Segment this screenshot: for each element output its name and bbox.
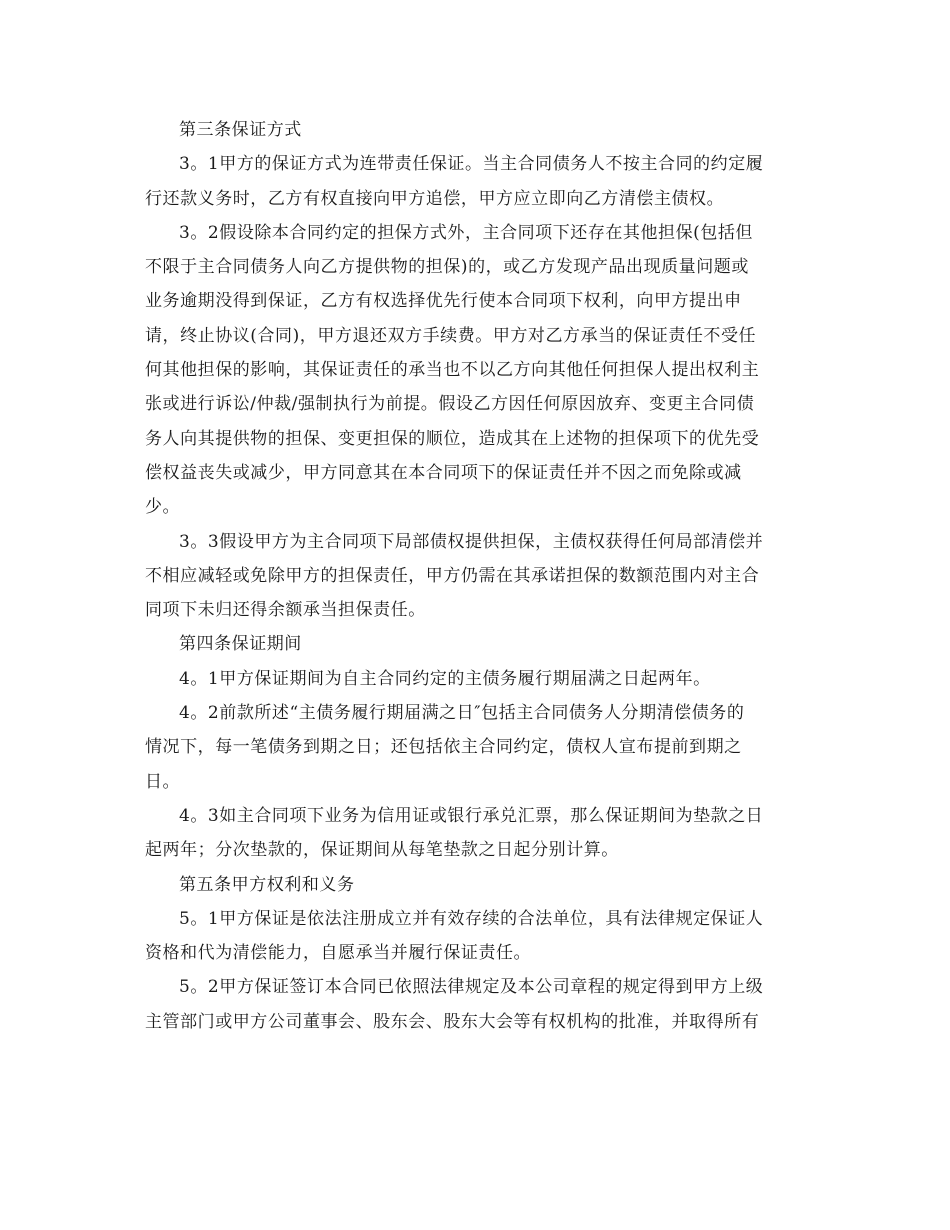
- text-line: 不限于主合同债务人向乙方提供物的担保)的，或乙方发现产品出现质量问题或: [145, 257, 749, 278]
- text-line: 4。3如主合同项下业务为信用证或银行承兑汇票，那么保证期间为垫款之日: [179, 805, 764, 826]
- text-line: 4。1甲方保证期间为自主合同约定的主债务履行期届满之日起两年。: [179, 668, 711, 689]
- text-line: 何其他担保的影响，其保证责任的承当也不以乙方向其他任何担保人提出权利主: [145, 360, 760, 381]
- text-line: 偿权益丧失或减少，甲方同意其在本合同项下的保证责任并不因之而免除或减: [145, 462, 742, 483]
- text-line: 不相应减轻或免除甲方的担保责任，甲方仍需在其承诺担保的数额范围内对主合: [145, 565, 760, 586]
- text-line: 3。2假设除本合同约定的担保方式外，主合同项下还存在其他担保(包括但: [179, 222, 753, 243]
- text-line: 同项下未归还得余额承当担保责任。: [145, 600, 426, 621]
- text-line: 3。1甲方的保证方式为连带责任保证。当主合同债务人不按主合同的约定履: [179, 154, 764, 175]
- text-line: 第三条保证方式: [179, 120, 302, 140]
- text-line: 资格和代为清偿能力，自愿承当并履行保证责任。: [145, 943, 532, 964]
- text-line: 请，终止协议(合同)，甲方退还双方手续费。甲方对乙方承当的保证责任不受任: [145, 325, 757, 346]
- text-line: 第四条保证期间: [179, 634, 302, 655]
- text-line: 4。2前款所述“主债务履行期届满之日″包括主合同债务人分期清偿债务的: [179, 703, 745, 724]
- text-line: 业务逾期没得到保证，乙方有权选择优先行使本合同项下权利，向甲方提出申: [145, 291, 742, 312]
- text-line: 起两年；分次垫款的，保证期间从每笔垫款之日起分别计算。: [145, 840, 619, 861]
- text-line: 3。3假设甲方为主合同项下局部债权提供担保，主债权获得任何局部清偿并: [179, 531, 764, 552]
- text-line: 行还款义务时，乙方有权直接向甲方追偿，甲方应立即向乙方清偿主债权。: [145, 188, 725, 209]
- text-line: 少。: [145, 497, 181, 518]
- text-line: 5。1甲方保证是依法注册成立并有效存续的合法单位，具有法律规定保证人: [179, 908, 764, 929]
- text-line: 5。2甲方保证签订本合同已依照法律规定及本公司章程的规定得到甲方上级: [179, 977, 764, 998]
- text-line: 务人向其提供物的担保、变更担保的顺位，造成其在上述物的担保项下的优先受: [145, 428, 760, 449]
- document-page: [145, 113, 805, 1039]
- text-line: 主管部门或甲方公司董事会、股东会、股东大会等有权机构的批准，并取得所有: [145, 1011, 760, 1032]
- text-line: 张或进行诉讼/仲裁/强制执行为前提。假设乙方因任何原因放弃、变更主合同债: [145, 394, 755, 415]
- text-line: 第五条甲方权利和义务: [179, 874, 355, 895]
- text-line: 日。: [145, 771, 181, 792]
- text-line: 情况下，每一笔债务到期之日；还包括依主合同约定，债权人宣布提前到期之: [145, 737, 742, 758]
